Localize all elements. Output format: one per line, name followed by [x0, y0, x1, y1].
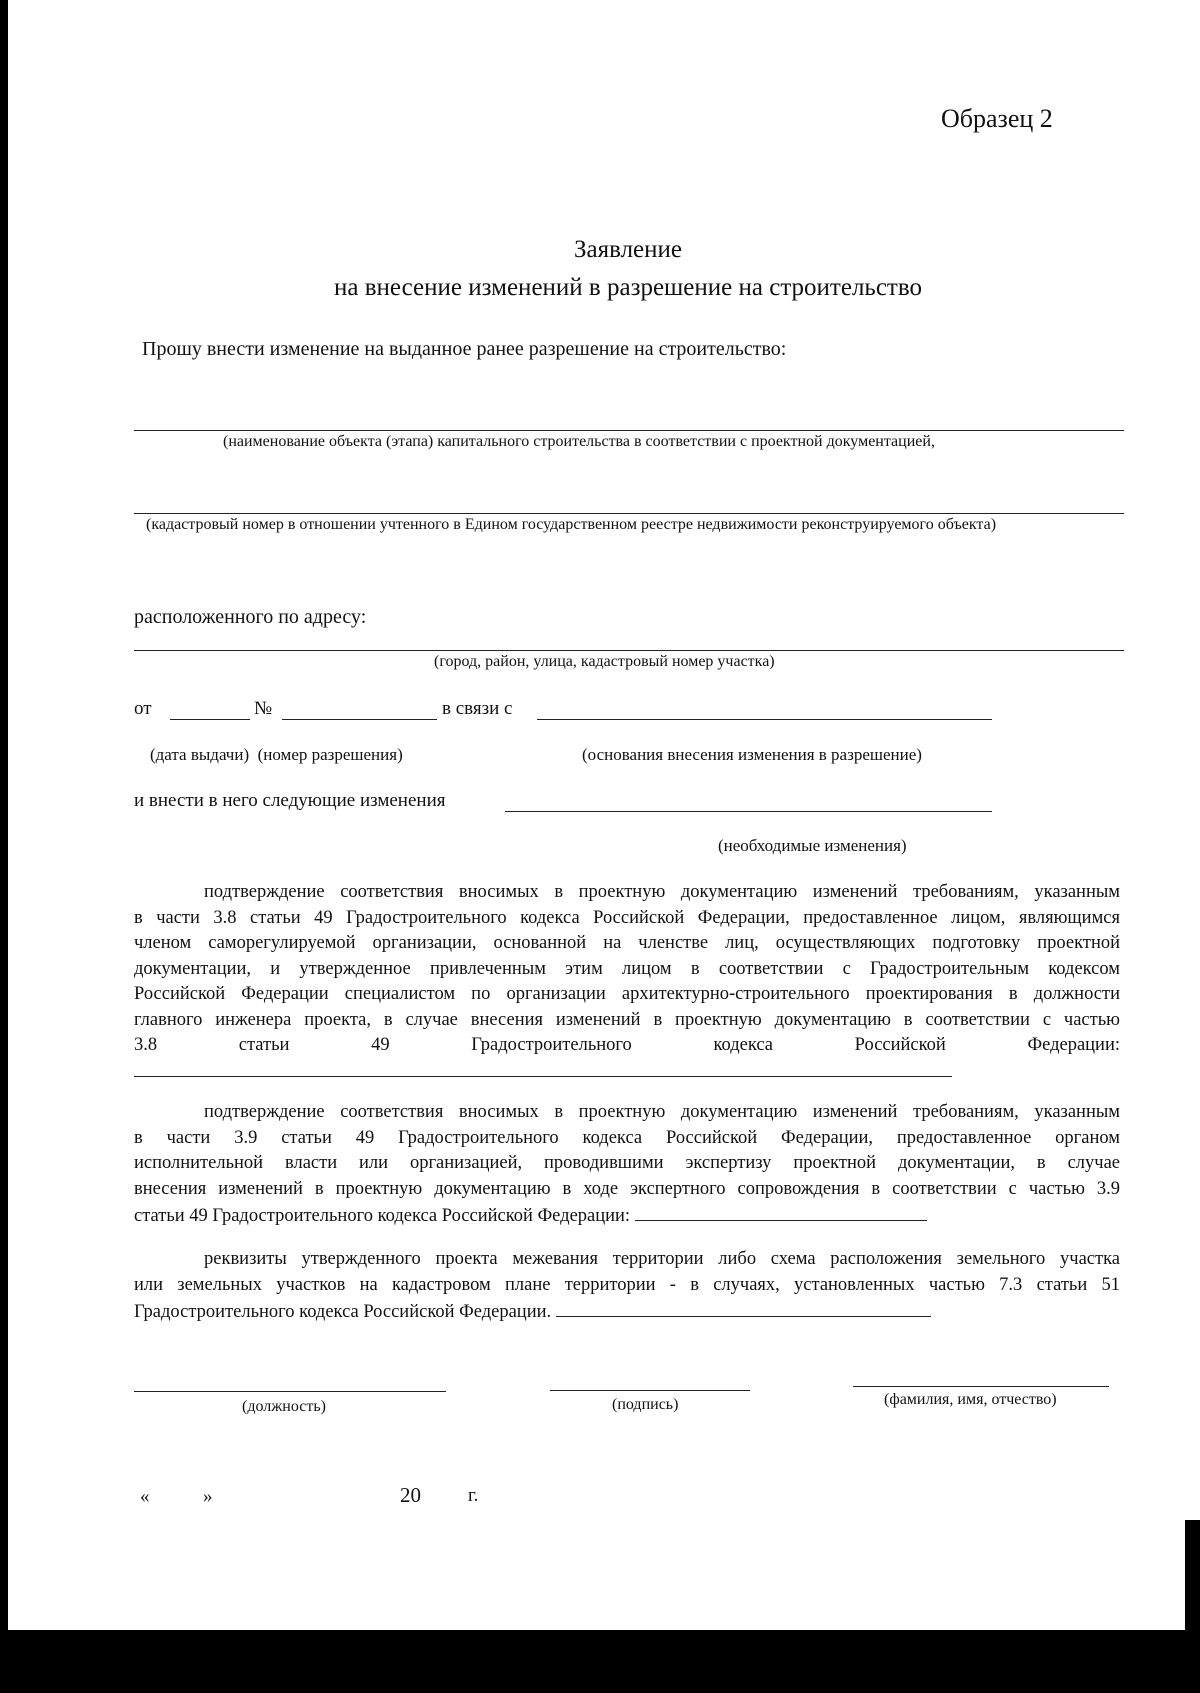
paragraph-line: или земельных участков на кадастровом плане территории - в случаях, установленных частью 7.3 статьи 51	[134, 1274, 1120, 1295]
scan-border-bottom	[0, 1630, 1200, 1693]
date-year-prefix: 20	[400, 1483, 421, 1507]
reason-label: в связи с	[442, 698, 513, 719]
document-subtitle: на внесение изменений в разрешение на строительство	[334, 274, 922, 301]
signature-line[interactable]	[550, 1390, 750, 1391]
object-name-line[interactable]	[134, 430, 1124, 431]
position-hint: (должность)	[242, 1398, 326, 1415]
position-line[interactable]	[134, 1391, 446, 1392]
paragraph-line: в части 3.9 статьи 49 Градостроительного кодекса Российской Федерации, предоставленное органом	[134, 1127, 1120, 1148]
issue-date-line[interactable]	[170, 719, 250, 720]
address-line[interactable]	[134, 650, 1124, 651]
reason-line[interactable]	[537, 719, 992, 720]
changes-hint: (необходимые изменения)	[718, 836, 907, 855]
paragraph-line: подтверждение соответствия вносимых в проектную документацию изменений требованиям, указанным	[204, 882, 1120, 902]
cadastral-number-hint: (кадастровый номер в отношении учтенного в Едином государственном реестре недвижимости реконструируемого объекта)	[146, 516, 997, 533]
paragraph-line: реквизиты утвержденного проекта межевания территории либо схема расположения земельного участка	[204, 1249, 1120, 1269]
changes-label: и внести в него следующие изменения	[134, 790, 446, 811]
sample-label: Образец 2	[941, 104, 1053, 133]
paragraph-line: главного инженера проекта, в случае внесения изменений в проектную документацию в соответствии с частью	[134, 1009, 1120, 1030]
paragraph-line: исполнительной власти или организацией, проводившими экспертизу проектной документации, в случае	[134, 1153, 1120, 1173]
paragraph-line: внесения изменений в проектную документацию в ходе экспертного сопровождения в соответствии с частью 3.9	[134, 1178, 1120, 1199]
permit-number-line[interactable]	[282, 719, 437, 720]
full-name-line[interactable]	[853, 1386, 1109, 1387]
expertise-confirmation-line[interactable]	[635, 1202, 927, 1221]
sro-confirmation-line[interactable]	[134, 1076, 952, 1077]
paragraph-line: в части 3.8 статьи 49 Градостроительного кодекса Российской Федерации, предоставленное лицом, являющимся	[134, 907, 1120, 928]
object-name-hint: (наименование объекта (этапа) капитального строительства в соответствии с проектной документацией,	[223, 433, 935, 450]
date-number-hint: (дата выдачи) (номер разрешения)	[150, 745, 403, 764]
scan-border-corner	[1185, 1520, 1200, 1640]
date-year-suffix: г.	[468, 1485, 479, 1506]
changes-line[interactable]	[505, 811, 992, 812]
paragraph-line: членом саморегулируемой организации, основанной на членстве лиц, осуществляющих подготовку проектной	[134, 933, 1120, 953]
paragraph-expertise-confirmation	[134, 1100, 1120, 1228]
signature-hint: (подпись)	[612, 1396, 679, 1413]
paragraph-line: Градостроительного кодекса Российской Федерации.	[134, 1298, 1120, 1324]
request-intro: Прошу внести изменение на выданное ранее разрешение на строительство:	[142, 338, 787, 360]
paragraph-land-survey	[134, 1247, 1120, 1324]
address-label: расположенного по адресу:	[134, 606, 367, 628]
reason-hint: (основания внесения изменения в разрешение)	[582, 745, 922, 764]
paragraph-line: Российской Федерации специалистом по организации архитектурно-строительного проектирования в должности	[134, 984, 1120, 1004]
address-hint: (город, район, улица, кадастровый номер участка)	[434, 653, 775, 670]
paragraph-line: 3.8 статьи 49 Градостроительного кодекса Российской Федерации:	[134, 1035, 1120, 1055]
from-label: от	[134, 698, 152, 719]
paragraph-line: статьи 49 Градостроительного кодекса Российской Федерации:	[134, 1202, 1120, 1228]
document-title: Заявление	[573, 236, 683, 263]
land-survey-line[interactable]	[556, 1298, 931, 1317]
full-name-hint: (фамилия, имя, отчество)	[884, 1391, 1057, 1408]
paragraph-line: документации, и утвержденное привлеченным этим лицом в соответствии с Градостроительным кодексом	[134, 958, 1120, 979]
cadastral-number-line[interactable]	[134, 513, 1124, 514]
paragraph-line: подтверждение соответствия вносимых в проектную документацию изменений требованиям, указанным	[204, 1102, 1120, 1122]
date-close-quote: »	[203, 1486, 213, 1507]
date-open-quote: «	[140, 1486, 150, 1507]
paragraph-sro-confirmation	[134, 880, 1120, 1059]
number-label: №	[254, 698, 273, 719]
